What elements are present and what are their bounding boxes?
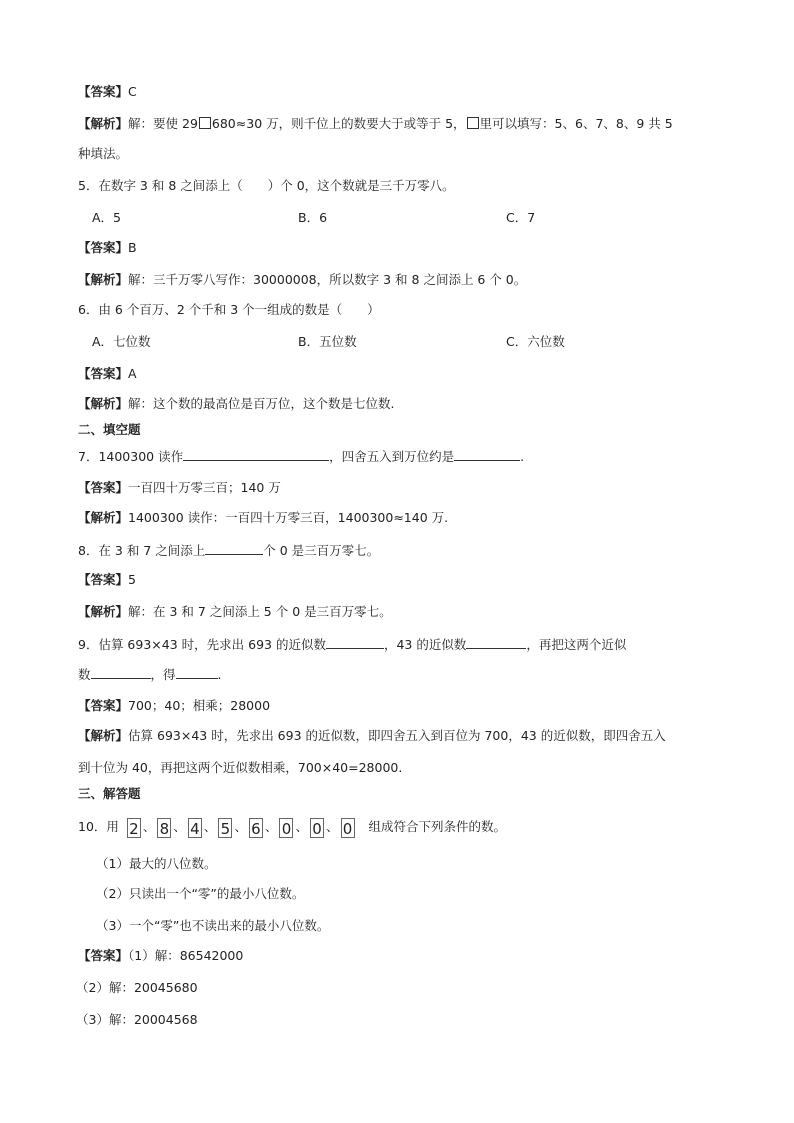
- separator: 、: [203, 819, 217, 834]
- q9-stem-part-f: .: [217, 667, 222, 682]
- q10-answer-line: [78, 948, 243, 964]
- answer-label: 【答案】: [78, 366, 129, 381]
- q8-stem: [78, 542, 379, 559]
- q5-options: [92, 210, 692, 226]
- q5-analysis: 解：三千万零八写作：30000008，所以数字 3 和 8 之间添上 6 个 0。: [128, 272, 527, 287]
- q9-blank-1[interactable]: [326, 636, 384, 649]
- q9-stem-part-d: 数: [78, 667, 91, 682]
- q4-answer: C: [128, 84, 137, 99]
- q9-stem-line-1: [78, 636, 626, 653]
- q4-analysis-part-b: 680≈30 万，则千位上的数要大于或等于 5，: [211, 116, 466, 131]
- q5-analysis-line: [78, 272, 526, 288]
- q6-option-c: C．六位数: [506, 334, 565, 349]
- q6-analysis: 解：这个数的最高位是百万位，这个数是七位数.: [128, 396, 395, 411]
- q5-option-a: A．5: [92, 210, 122, 225]
- q9-answer-line: [78, 698, 270, 714]
- digit-card: 4: [188, 818, 202, 838]
- q9-stem-part-c: ，再把这两个近似: [526, 637, 627, 652]
- digit-card: 6: [249, 818, 263, 838]
- q7-blank-2[interactable]: [454, 448, 520, 461]
- q5-answer: B: [128, 240, 137, 255]
- analysis-label: 【解析】: [78, 396, 129, 411]
- q8-stem-part-a: 8．在 3 和 7 之间添上: [78, 543, 206, 558]
- blank-square-icon: [467, 117, 479, 129]
- q7-stem-part-a: 7．1400300 读作: [78, 449, 184, 464]
- q9-stem-part-a: 9．估算 693×43 时，先求出 693 的近似数: [78, 637, 326, 652]
- q4-analysis-part-a: 解：要使 29: [128, 116, 198, 131]
- separator: 、: [173, 819, 186, 834]
- q5-stem: 5．在数字 3 和 8 之间添上（ ）个 0，这个数就是三千万零八。: [78, 178, 455, 193]
- q9-analysis-cont: 到十位为 40，再把这两个近似数相乘，700×40=28000.: [78, 760, 403, 775]
- q10-sub-3: （3）一个“零”也不读出来的最小八位数。: [96, 918, 330, 933]
- q5-answer-line: [78, 240, 137, 256]
- q10-stem-pre: 10．用: [78, 819, 119, 834]
- q9-analysis-line: [78, 728, 666, 744]
- q8-stem-part-b: 个 0 是三百万零七。: [263, 543, 380, 558]
- q9-stem-line-2: [78, 666, 222, 683]
- q10-answer-1: （1）解：86542000: [128, 948, 244, 963]
- section-2-heading: 二、填空题: [78, 422, 141, 437]
- q8-analysis-line: [78, 604, 392, 620]
- q4-answer-line: [78, 84, 137, 100]
- q7-answer-line: [78, 480, 281, 496]
- q10-stem: [78, 816, 506, 838]
- q6-option-b: B．五位数: [298, 334, 357, 349]
- q9-answer: 700；40；相乘；28000: [128, 698, 271, 713]
- q5-option-c: C．7: [506, 210, 536, 225]
- section-3-heading: 三、解答题: [78, 786, 141, 801]
- separator: 、: [264, 819, 278, 834]
- q8-answer-line: [78, 572, 136, 588]
- q7-analysis: 1400300 读作：一百四十万零三百，1400300≈140 万.: [128, 510, 449, 525]
- q9-stem-part-e: ，得: [150, 667, 176, 682]
- q6-answer-line: [78, 366, 137, 382]
- digit-card: 8: [157, 818, 171, 838]
- answer-label: 【答案】: [78, 948, 129, 963]
- digit-card: 5: [218, 818, 232, 838]
- q9-analysis-1: 估算 693×43 时，先求出 693 的近似数，即四舍五入到百位为 700，43 的近似数，即四舍五入: [128, 728, 666, 743]
- q9-blank-2[interactable]: [466, 636, 526, 649]
- q7-stem-part-c: .: [520, 449, 525, 464]
- digit-card: 0: [279, 818, 293, 838]
- digit-card: 2: [127, 818, 141, 838]
- answer-label: 【答案】: [78, 572, 129, 587]
- answer-label: 【答案】: [78, 480, 129, 495]
- q4-analysis-cont: 种填法。: [78, 146, 129, 161]
- analysis-label: 【解析】: [78, 116, 129, 131]
- q9-blank-4[interactable]: [176, 666, 218, 679]
- q7-stem: [78, 448, 524, 465]
- answer-label: 【答案】: [78, 84, 129, 99]
- q6-answer: A: [128, 366, 137, 381]
- q6-options: [92, 334, 692, 350]
- answer-label: 【答案】: [78, 698, 129, 713]
- q10-answer-2: （2）解：20045680: [76, 980, 198, 995]
- q6-analysis-line: [78, 396, 395, 412]
- q8-answer: 5: [128, 572, 136, 587]
- q4-analysis-part-c: 里可以填写：5、6、7、8、9 共 5: [479, 116, 673, 131]
- separator: 、: [295, 819, 308, 834]
- q8-blank[interactable]: [205, 542, 263, 555]
- q4-analysis-line: [78, 116, 673, 132]
- q9-blank-3[interactable]: [91, 666, 151, 679]
- q10-sub-1: （1）最大的八位数。: [96, 856, 217, 871]
- q8-analysis: 解：在 3 和 7 之间添上 5 个 0 是三百万零七。: [128, 604, 392, 619]
- digit-cards: [125, 819, 361, 838]
- blank-square-icon: [199, 117, 211, 129]
- analysis-label: 【解析】: [78, 272, 129, 287]
- separator: 、: [142, 819, 156, 834]
- q10-answer-3: （3）解：20004568: [76, 1012, 198, 1027]
- q7-answer: 一百四十万零三百；140 万: [128, 480, 281, 495]
- q10-stem-post: 组成符合下列条件的数。: [368, 819, 506, 834]
- q9-stem-part-b: ，43 的近似数: [383, 637, 467, 652]
- q10-sub-2: （2）只读出一个“零”的最小八位数。: [96, 886, 305, 901]
- q7-stem-part-b: ，四舍五入到万位约是: [329, 449, 455, 464]
- q5-option-b: B．6: [298, 210, 328, 225]
- analysis-label: 【解析】: [78, 728, 129, 743]
- answer-label: 【答案】: [78, 240, 129, 255]
- analysis-label: 【解析】: [78, 604, 129, 619]
- q7-blank-1[interactable]: [183, 448, 329, 461]
- analysis-label: 【解析】: [78, 510, 129, 525]
- q6-option-a: A．七位数: [92, 334, 151, 349]
- digit-card: 0: [341, 818, 355, 838]
- separator: 、: [325, 819, 339, 834]
- q7-analysis-line: [78, 510, 448, 526]
- q6-stem: 6．由 6 个百万、2 个千和 3 个一组成的数是（ ）: [78, 302, 380, 317]
- digit-card: 0: [310, 818, 324, 838]
- separator: 、: [234, 819, 247, 834]
